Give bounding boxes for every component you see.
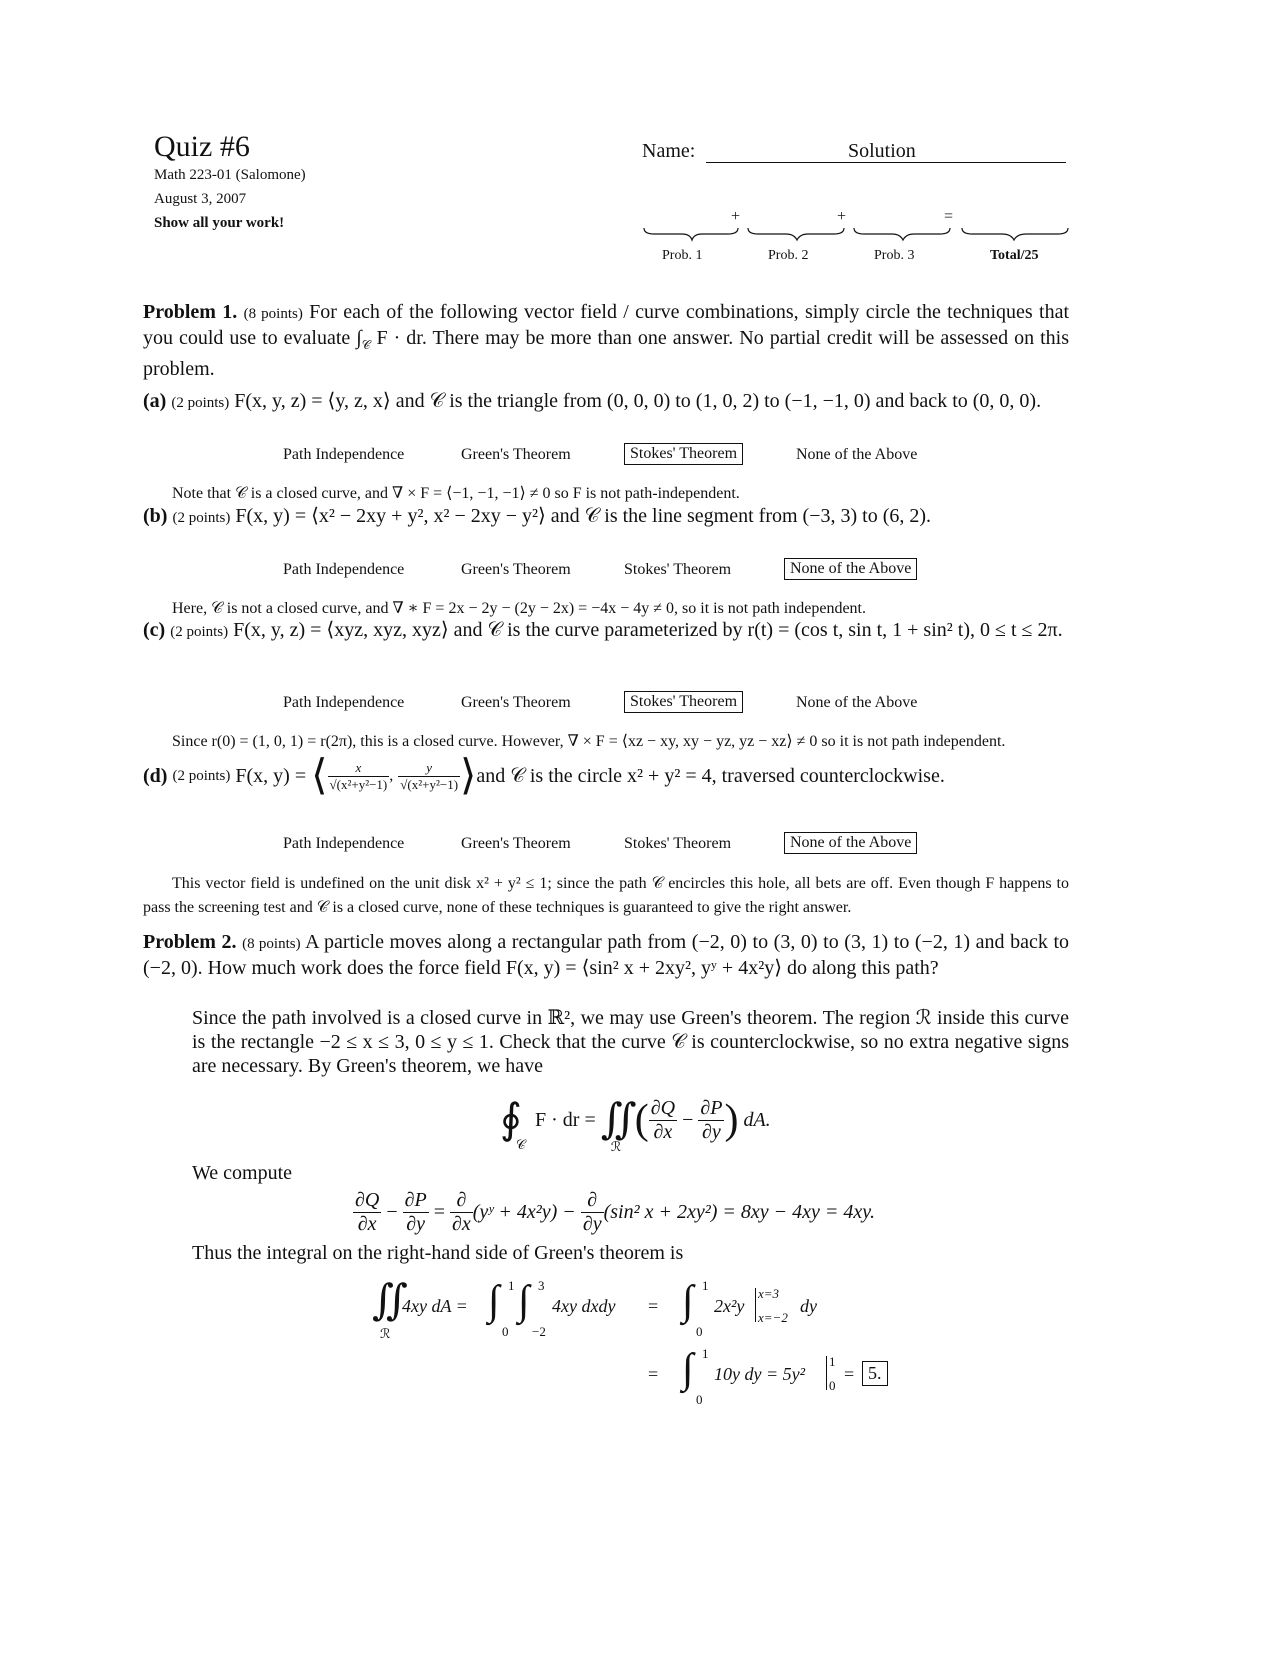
frac-dy: ∂y <box>702 1120 721 1143</box>
score-label-prob1: Prob. 1 <box>662 248 703 263</box>
part-a-statement <box>143 388 1041 413</box>
eq3-r1: 2x²y <box>714 1296 745 1316</box>
part-c-points: (2 points) <box>170 624 229 640</box>
part-d-points: (2 points) <box>172 767 231 784</box>
problem2-text: A particle moves along a rectangular path from (−2, 0) to (3, 0) to (3, 1) to (−2, 1) and back to (−2, 0). How much work does the force field F(x, y) = ⟨sin² x + 2xy², yʸ + 4x²y⟩ do along this path? <box>143 931 1069 979</box>
eq2-d-top-2: ∂ <box>581 1189 604 1213</box>
d-option-path-independence[interactable]: Path Independence <box>283 835 405 852</box>
angle-bracket-right: ⟩ <box>460 753 477 799</box>
fraction-y-numerator: y <box>398 760 460 777</box>
b-option-path-independence[interactable]: Path Independence <box>283 561 405 578</box>
d-option-greens-theorem[interactable]: Green's Theorem <box>461 835 571 852</box>
c-option-stokes-theorem-selected[interactable]: Stokes' Theorem <box>624 691 743 713</box>
eval-bar-2 <box>826 1356 827 1390</box>
brace-prob1 <box>644 228 738 240</box>
fraction-y-component <box>398 760 460 793</box>
part-d-statement <box>143 748 945 804</box>
eq2-frac-dQ-dx <box>353 1189 381 1236</box>
part-a-note: Note that 𝒞 is a closed curve, and ∇ × F = ⟨−1, −1, −1⟩ ≠ 0 so F is not path-independent. <box>172 485 740 502</box>
eq2-mid1: (yʸ + 4x²y) − <box>472 1200 576 1223</box>
b-option-greens-theorem[interactable]: Green's Theorem <box>461 561 571 578</box>
double-integral-sign: ∬ <box>600 1097 637 1143</box>
problem1-intro-post: F · dr. There may be more than one answer. No partial credit will be assessed on this problem. <box>143 327 1069 380</box>
problem1-heading: Problem 1. <box>143 301 238 323</box>
date-line: August 3, 2007 <box>154 191 247 207</box>
eq3-lhs: 4xy dA = <box>402 1296 468 1316</box>
part-b-points: (2 points) <box>172 510 231 526</box>
eq3-outer-upper: 1 <box>508 1278 515 1293</box>
eq3-outer-integral: ∫ <box>488 1278 500 1324</box>
part-d-note: This vector field is undefined on the unit disk x² + y² ≤ 1; since the path 𝒞 encircles this hole, all bets are off. Even though F happens to pass the screening test and 𝒞 is a closed curve, none of these techniques is guaranteed to give the right answer. <box>143 875 1069 916</box>
eq3-eval2-bot: 0 <box>829 1378 836 1393</box>
part-b-note: Here, 𝒞 is not a closed curve, and ∇ ∗ F = 2x − 2y − (2y − 2x) = −4x − 4y ≠ 0, so it is not path independent. <box>172 600 866 617</box>
eq2-d-top-1: ∂ <box>450 1189 473 1213</box>
eq2-dy-bottom: ∂y <box>582 1212 602 1235</box>
eq3-inner: 4xy dxdy <box>552 1296 616 1316</box>
part-d-label: (d) <box>143 764 168 787</box>
instruction-line: Show all your work! <box>154 215 285 231</box>
eq2-frac-dP-dy <box>403 1189 429 1236</box>
frac-dQ-dx <box>649 1097 677 1144</box>
eq3-eval1-bot: x=−2 <box>758 1310 788 1325</box>
a-option-stokes-theorem-selected[interactable]: Stokes' Theorem <box>624 443 743 465</box>
eq3-eq-3: = <box>844 1364 855 1384</box>
eq2-dP: ∂P <box>404 1188 427 1211</box>
component-comma: , <box>389 767 394 784</box>
eq2-frac-d-dx <box>450 1189 473 1236</box>
score-label-prob3: Prob. 3 <box>874 248 915 263</box>
eq3-inner-lower: −2 <box>532 1324 546 1339</box>
eval-bar-1 <box>755 1288 756 1322</box>
brace-total <box>962 228 1068 240</box>
a-option-none-of-the-above[interactable]: None of the Above <box>796 446 918 463</box>
problem2-statement <box>143 930 1069 980</box>
problem1-points: (8 points) <box>243 306 303 322</box>
part-a-label: (a) <box>143 390 167 412</box>
frac-dQ: ∂Q <box>650 1096 676 1119</box>
eq2-dQ: ∂Q <box>355 1188 380 1211</box>
part-c-note: Since r(0) = (1, 0, 1) = r(2π), this is a closed curve. However, ∇ × F = ⟨xz − xy, xy − yz, yz − xz⟩ ≠ 0 so it is not path independent. <box>172 733 1006 750</box>
fraction-x-component <box>328 760 390 793</box>
partials-equation: $\frac{\partial Q}{\partial x}$ − $\frac{\partial P}{\partial y}$ = $\frac{\partial}{\partial x}$ (yʸ + 4x²y) − $\frac{\partial}{\partial y}$ (sin² x + 2xy²) = 8xy − 4xy = 4xy. <box>355 1188 876 1235</box>
eq3-integral-3: ∫ <box>682 1346 694 1392</box>
eq3-eq-1: = <box>648 1296 659 1316</box>
part-d-lhs: F(x, y) = <box>235 764 307 787</box>
region-subscript-2: ℛ <box>380 1326 391 1341</box>
eq3-eval1-top: x=3 <box>758 1286 780 1301</box>
problem1-intro-sub: 𝒞 <box>361 338 371 352</box>
eq2-dy: ∂y <box>406 1212 426 1235</box>
eq3-eval2-top: 1 <box>829 1354 836 1369</box>
paren-left: ( <box>634 1097 649 1143</box>
c-option-none-of-the-above[interactable]: None of the Above <box>796 694 918 711</box>
d-option-stokes-theorem[interactable]: Stokes' Theorem <box>624 835 732 852</box>
score-label-total: Total/25 <box>990 248 1039 263</box>
eq1-tail: dA. <box>743 1108 771 1131</box>
eq3-outer-lower: 0 <box>502 1324 509 1339</box>
eq2-dx-bottom: ∂x <box>452 1212 471 1235</box>
eq3-eq-2: = <box>648 1364 659 1384</box>
fraction-y-denominator: √(x²+y²−1) <box>400 776 459 792</box>
b-option-none-of-the-above-selected[interactable]: None of the Above <box>784 558 917 580</box>
solution-paragraph-2: Thus the integral on the right-hand side of Green's theorem is <box>192 1242 684 1264</box>
brace-prob3 <box>854 228 950 240</box>
course-line: Math 223-01 (Salomone) <box>154 167 306 183</box>
part-c-text: F(x, y, z) = ⟨xyz, xyz, xyz⟩ and 𝒞 is the curve parameterized by r(t) = (cos t, sin t, 1 + sin² t), 0 ≤ t ≤ 2π. <box>233 619 1063 641</box>
c-option-greens-theorem[interactable]: Green's Theorem <box>461 694 571 711</box>
eq3-r2: 10y dy = 5y² <box>714 1364 806 1384</box>
d-option-none-of-the-above-selected[interactable]: None of the Above <box>784 832 917 854</box>
frac-dx: ∂x <box>653 1120 673 1143</box>
eq3-dy: dy <box>800 1296 817 1316</box>
c-option-path-independence[interactable]: Path Independence <box>283 694 405 711</box>
greens-theorem-equation: ∮ 𝒞 F · dr = ∬ ℛ ( $\frac{\partial Q}{\partial x}$ − $\frac{\partial P}{\partial y}$ ) dA. <box>500 1096 771 1154</box>
part-b-label: (b) <box>143 505 168 527</box>
a-option-path-independence[interactable]: Path Independence <box>283 446 405 463</box>
problem2-heading: Problem 2. <box>143 931 237 953</box>
frac-dP: ∂P <box>700 1096 723 1119</box>
fraction-x-denominator: √(x²+y²−1) <box>329 776 388 792</box>
eq2-mid2: (sin² x + 2xy²) = 8xy − 4xy = 4xy. <box>603 1200 876 1223</box>
score-braces <box>642 224 1072 244</box>
problem1-intro <box>143 300 1069 381</box>
eq3-inner-integral: ∫ <box>518 1278 530 1324</box>
part-c-statement <box>143 618 1069 644</box>
frac-dP-dy <box>698 1097 724 1144</box>
fraction-x-numerator: x <box>328 760 390 777</box>
problem1-intro-pre: For each of the following vector field / curve combinations, simply circle the techniques that you could use to evaluate ∫ <box>143 301 1070 349</box>
eq3-integral-2: ∫ <box>682 1278 694 1324</box>
b-option-stokes-theorem[interactable]: Stokes' Theorem <box>624 561 732 578</box>
part-b-statement <box>143 503 931 528</box>
plus-1: + <box>731 208 741 225</box>
part-d-text: and 𝒞 is the circle x² + y² = 4, traversed counterclockwise. <box>476 764 945 787</box>
quiz-title: Quiz #6 <box>154 130 250 163</box>
eq3-int2-upper: 1 <box>702 1278 709 1293</box>
eq3-double-integral: ∬ <box>372 1278 408 1324</box>
contour-subscript: 𝒞 <box>516 1137 526 1152</box>
solution-paragraph-1: Since the path involved is a closed curve in ℝ², we may use Green's theorem. The region ℛ inside this curve is the rectangle −2 ≤ x ≤ 3, 0 ≤ y ≤ 1. Check that the curve 𝒞 is counterclockwise, so no extra negative signs are necessary. By Green's theorem, we have <box>192 1007 1069 1077</box>
paren-right: ) <box>724 1097 739 1143</box>
part-a-text: F(x, y, z) = ⟨y, z, x⟩ and 𝒞 is the triangle from (0, 0, 0) to (1, 0, 2) to (−1, −1, 0) and back to (0, 0, 0). <box>234 390 1042 412</box>
eq2-dx: ∂x <box>357 1212 377 1235</box>
eq3-inner-upper: 3 <box>538 1278 545 1293</box>
eq3-int3-lower: 0 <box>696 1392 703 1407</box>
we-compute-label: We compute <box>192 1162 293 1184</box>
angle-bracket-left: ⟨ <box>311 753 328 799</box>
part-c-label: (c) <box>143 619 166 641</box>
a-option-greens-theorem[interactable]: Green's Theorem <box>461 446 571 463</box>
final-answer-box: 5. <box>862 1361 888 1386</box>
name-value: Solution <box>848 140 916 162</box>
name-label: Name: <box>642 140 696 162</box>
eq1-lhs: F · dr = <box>535 1108 596 1131</box>
eq2-frac-d-dy <box>581 1189 604 1236</box>
contour-integral-sign: ∮ <box>500 1097 522 1143</box>
plus-2: + <box>837 208 847 225</box>
score-label-prob2: Prob. 2 <box>768 248 809 263</box>
brace-prob2 <box>748 228 844 240</box>
equals-sign: = <box>944 208 954 225</box>
part-b-text: F(x, y) = ⟨x² − 2xy + y², x² − 2xy − y²⟩ and 𝒞 is the line segment from (−3, 3) to (6, 2). <box>235 505 932 527</box>
region-subscript-1: ℛ <box>610 1139 622 1154</box>
part-a-points: (2 points) <box>171 395 230 411</box>
eq3-int3-upper: 1 <box>702 1346 709 1361</box>
eq3-int2-lower: 0 <box>696 1324 703 1339</box>
problem2-points: (8 points) <box>242 936 301 952</box>
